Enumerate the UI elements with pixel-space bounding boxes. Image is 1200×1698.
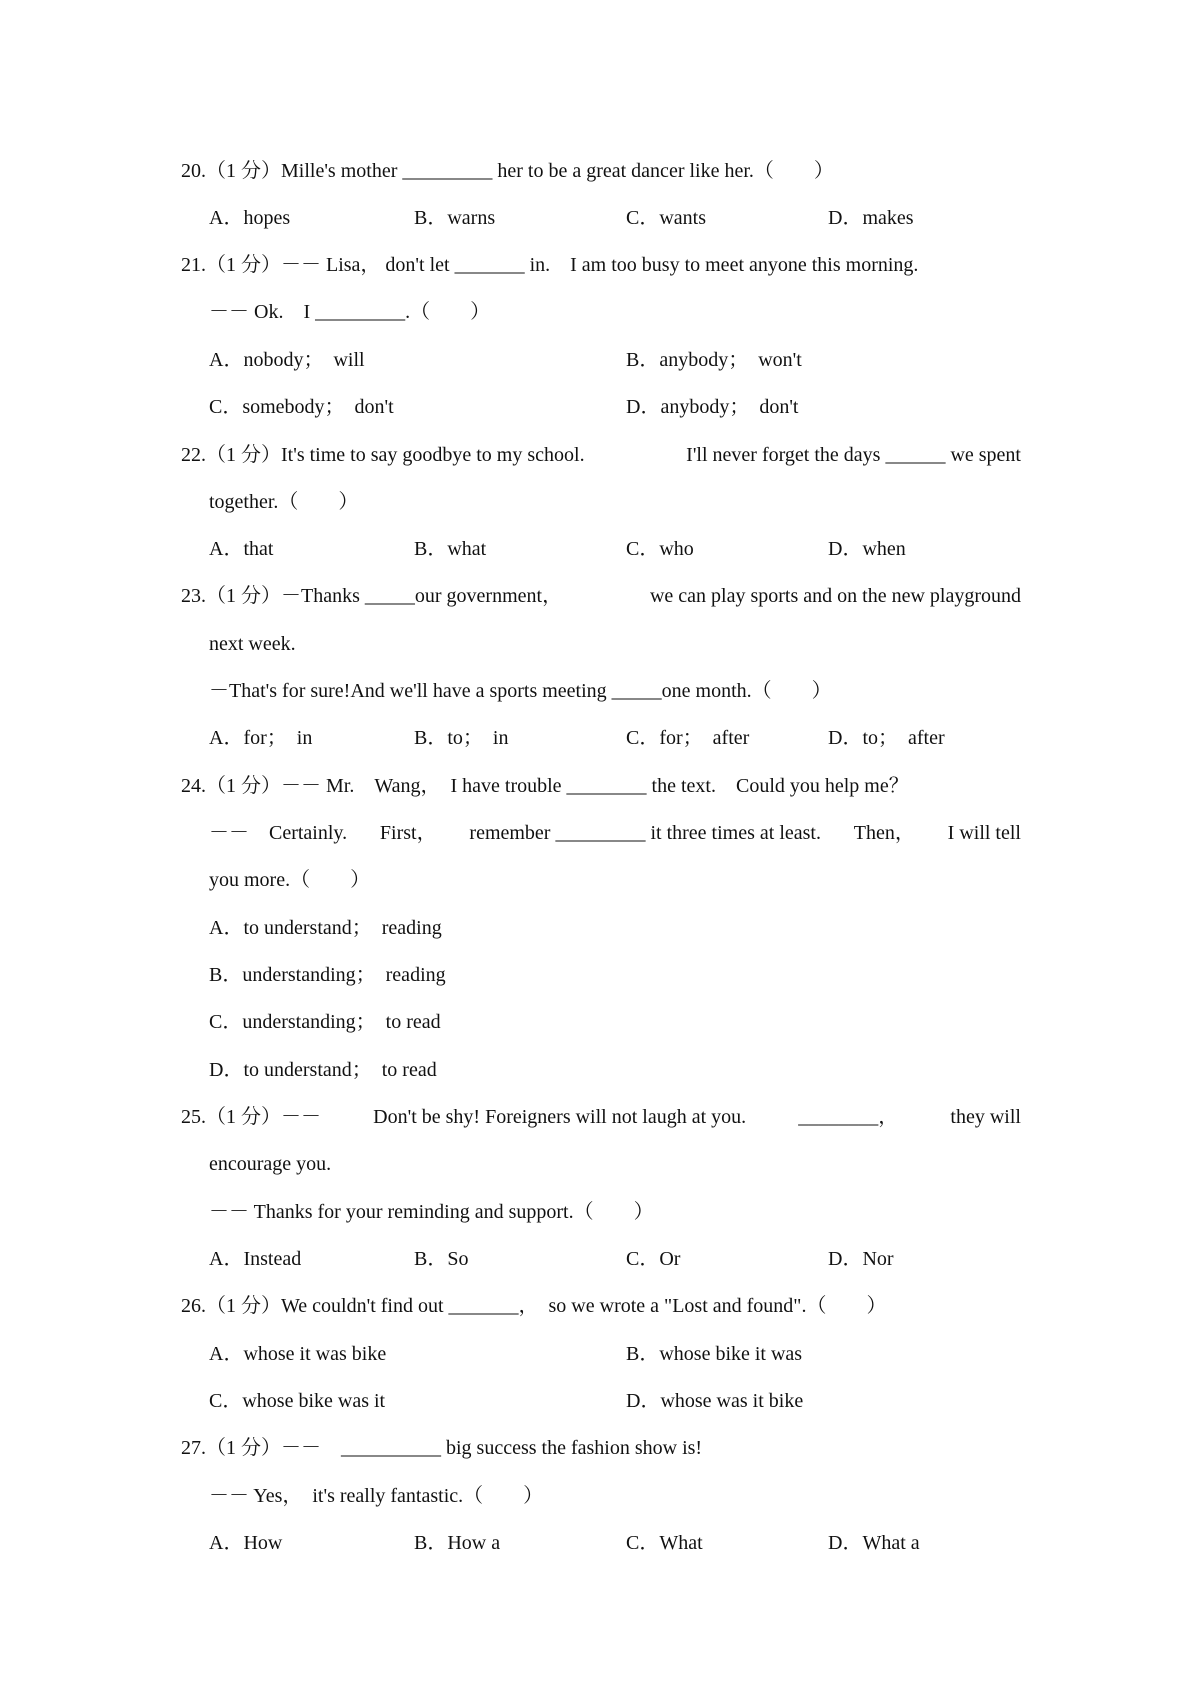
question-26-option-c[interactable]: C．whose bike was it — [209, 1390, 386, 1412]
question-22-option-a[interactable]: A．that — [209, 538, 274, 560]
question-24-cont-part-4: Then， — [853, 822, 915, 844]
question-24-cont-part-1: －－ Certainly. — [209, 822, 348, 844]
question-27-stem: 27.（1 分）－－ __________ big success the fashion show is! — [181, 1437, 703, 1459]
question-23-option-b[interactable]: B．to； in — [414, 727, 509, 749]
question-23-stem-part-1: 23.（1 分）－Thanks _____our government， — [181, 585, 563, 607]
question-23-stem — [181, 583, 1021, 609]
question-24-stem: 24.（1 分）－－ Mr. Wang， I have trouble ________ the text. Could you help me？ — [181, 775, 909, 797]
question-22-option-b[interactable]: B．what — [414, 538, 487, 560]
question-21-option-c[interactable]: C．somebody； don't — [209, 396, 394, 418]
question-24-continuation-2: you more.（ ） — [209, 869, 371, 891]
question-24-cont-part-3: remember _________ it three times at least. — [469, 822, 821, 844]
question-22-option-d[interactable]: D．when — [828, 538, 906, 560]
question-23-continuation-1: next week. — [209, 633, 296, 655]
question-24-option-c[interactable]: C．understanding； to read — [209, 1011, 441, 1033]
question-20-option-d[interactable]: D．makes — [828, 207, 914, 229]
question-25-stem-part-3: ________， — [798, 1106, 899, 1128]
question-27-continuation: －－ Yes， it's really fantastic.（ ） — [209, 1485, 544, 1507]
question-22-option-c[interactable]: C．who — [626, 538, 694, 560]
question-23-stem-part-2: we can play sports and on the new playground — [649, 585, 1021, 607]
question-25-option-a[interactable]: A．Instead — [209, 1248, 302, 1270]
question-24-cont-part-2: First， — [379, 822, 437, 844]
question-20-option-a[interactable]: A．hopes — [209, 207, 291, 229]
question-20-stem: 20.（1 分）Mille's mother _________ her to be a great dancer like her.（ ） — [181, 160, 834, 182]
question-25-continuation-2: －－ Thanks for your reminding and support.（ ） — [209, 1201, 654, 1223]
question-26-option-b[interactable]: B．whose bike it was — [626, 1343, 803, 1365]
question-25-option-c[interactable]: C．Or — [626, 1248, 681, 1270]
question-20-option-c[interactable]: C．wants — [626, 207, 706, 229]
question-21-option-a[interactable]: A．nobody； will — [209, 349, 365, 371]
question-24-cont-part-5: I will tell — [947, 822, 1021, 844]
question-20-option-b[interactable]: B．warns — [414, 207, 496, 229]
question-24-option-d[interactable]: D．to understand； to read — [209, 1059, 437, 1081]
question-22-stem — [181, 442, 1021, 468]
question-22-continuation: together.（ ） — [209, 491, 359, 513]
question-23-continuation-2: －That's for sure!And we'll have a sports meeting _____one month.（ ） — [209, 680, 832, 702]
question-24-continuation-1 — [209, 820, 1021, 846]
question-24-option-b[interactable]: B．understanding； reading — [209, 964, 446, 986]
question-25-continuation-1: encourage you. — [209, 1153, 332, 1175]
question-25-stem — [181, 1104, 1021, 1130]
question-27-option-a[interactable]: A．How — [209, 1532, 283, 1554]
question-25-option-d[interactable]: D．Nor — [828, 1248, 894, 1270]
question-23-option-a[interactable]: A．for； in — [209, 727, 313, 749]
question-25-stem-part-2: Don't be shy! Foreigners will not laugh at you. — [373, 1106, 747, 1128]
question-25-stem-part-4: they will — [950, 1106, 1021, 1128]
question-26-stem: 26.（1 分）We couldn't find out _______， so we wrote a "Lost and found".（ ） — [181, 1295, 887, 1317]
question-21-continuation: －－ Ok. I _________.（ ） — [209, 301, 491, 323]
question-23-option-c[interactable]: C．for； after — [626, 727, 750, 749]
question-21-option-b[interactable]: B．anybody； won't — [626, 349, 802, 371]
question-24-option-a[interactable]: A．to understand； reading — [209, 917, 442, 939]
question-22-stem-part-2: I'll never forget the days ______ we spent — [686, 444, 1021, 466]
question-26-option-d[interactable]: D．whose was it bike — [626, 1390, 804, 1412]
question-21-stem: 21.（1 分）－－ Lisa， don't let _______ in. I am too busy to meet anyone this morning. — [181, 254, 919, 276]
question-25-stem-part-1: 25.（1 分）－－ — [181, 1106, 321, 1128]
question-23-option-d[interactable]: D．to； after — [828, 727, 945, 749]
question-27-option-b[interactable]: B．How a — [414, 1532, 501, 1554]
question-26-option-a[interactable]: A．whose it was bike — [209, 1343, 387, 1365]
question-22-stem-part-1: 22.（1 分）It's time to say goodbye to my school. — [181, 444, 585, 466]
question-21-option-d[interactable]: D．anybody； don't — [626, 396, 799, 418]
question-25-option-b[interactable]: B．So — [414, 1248, 469, 1270]
question-27-option-d[interactable]: D．What a — [828, 1532, 920, 1554]
question-27-option-c[interactable]: C．What — [626, 1532, 703, 1554]
